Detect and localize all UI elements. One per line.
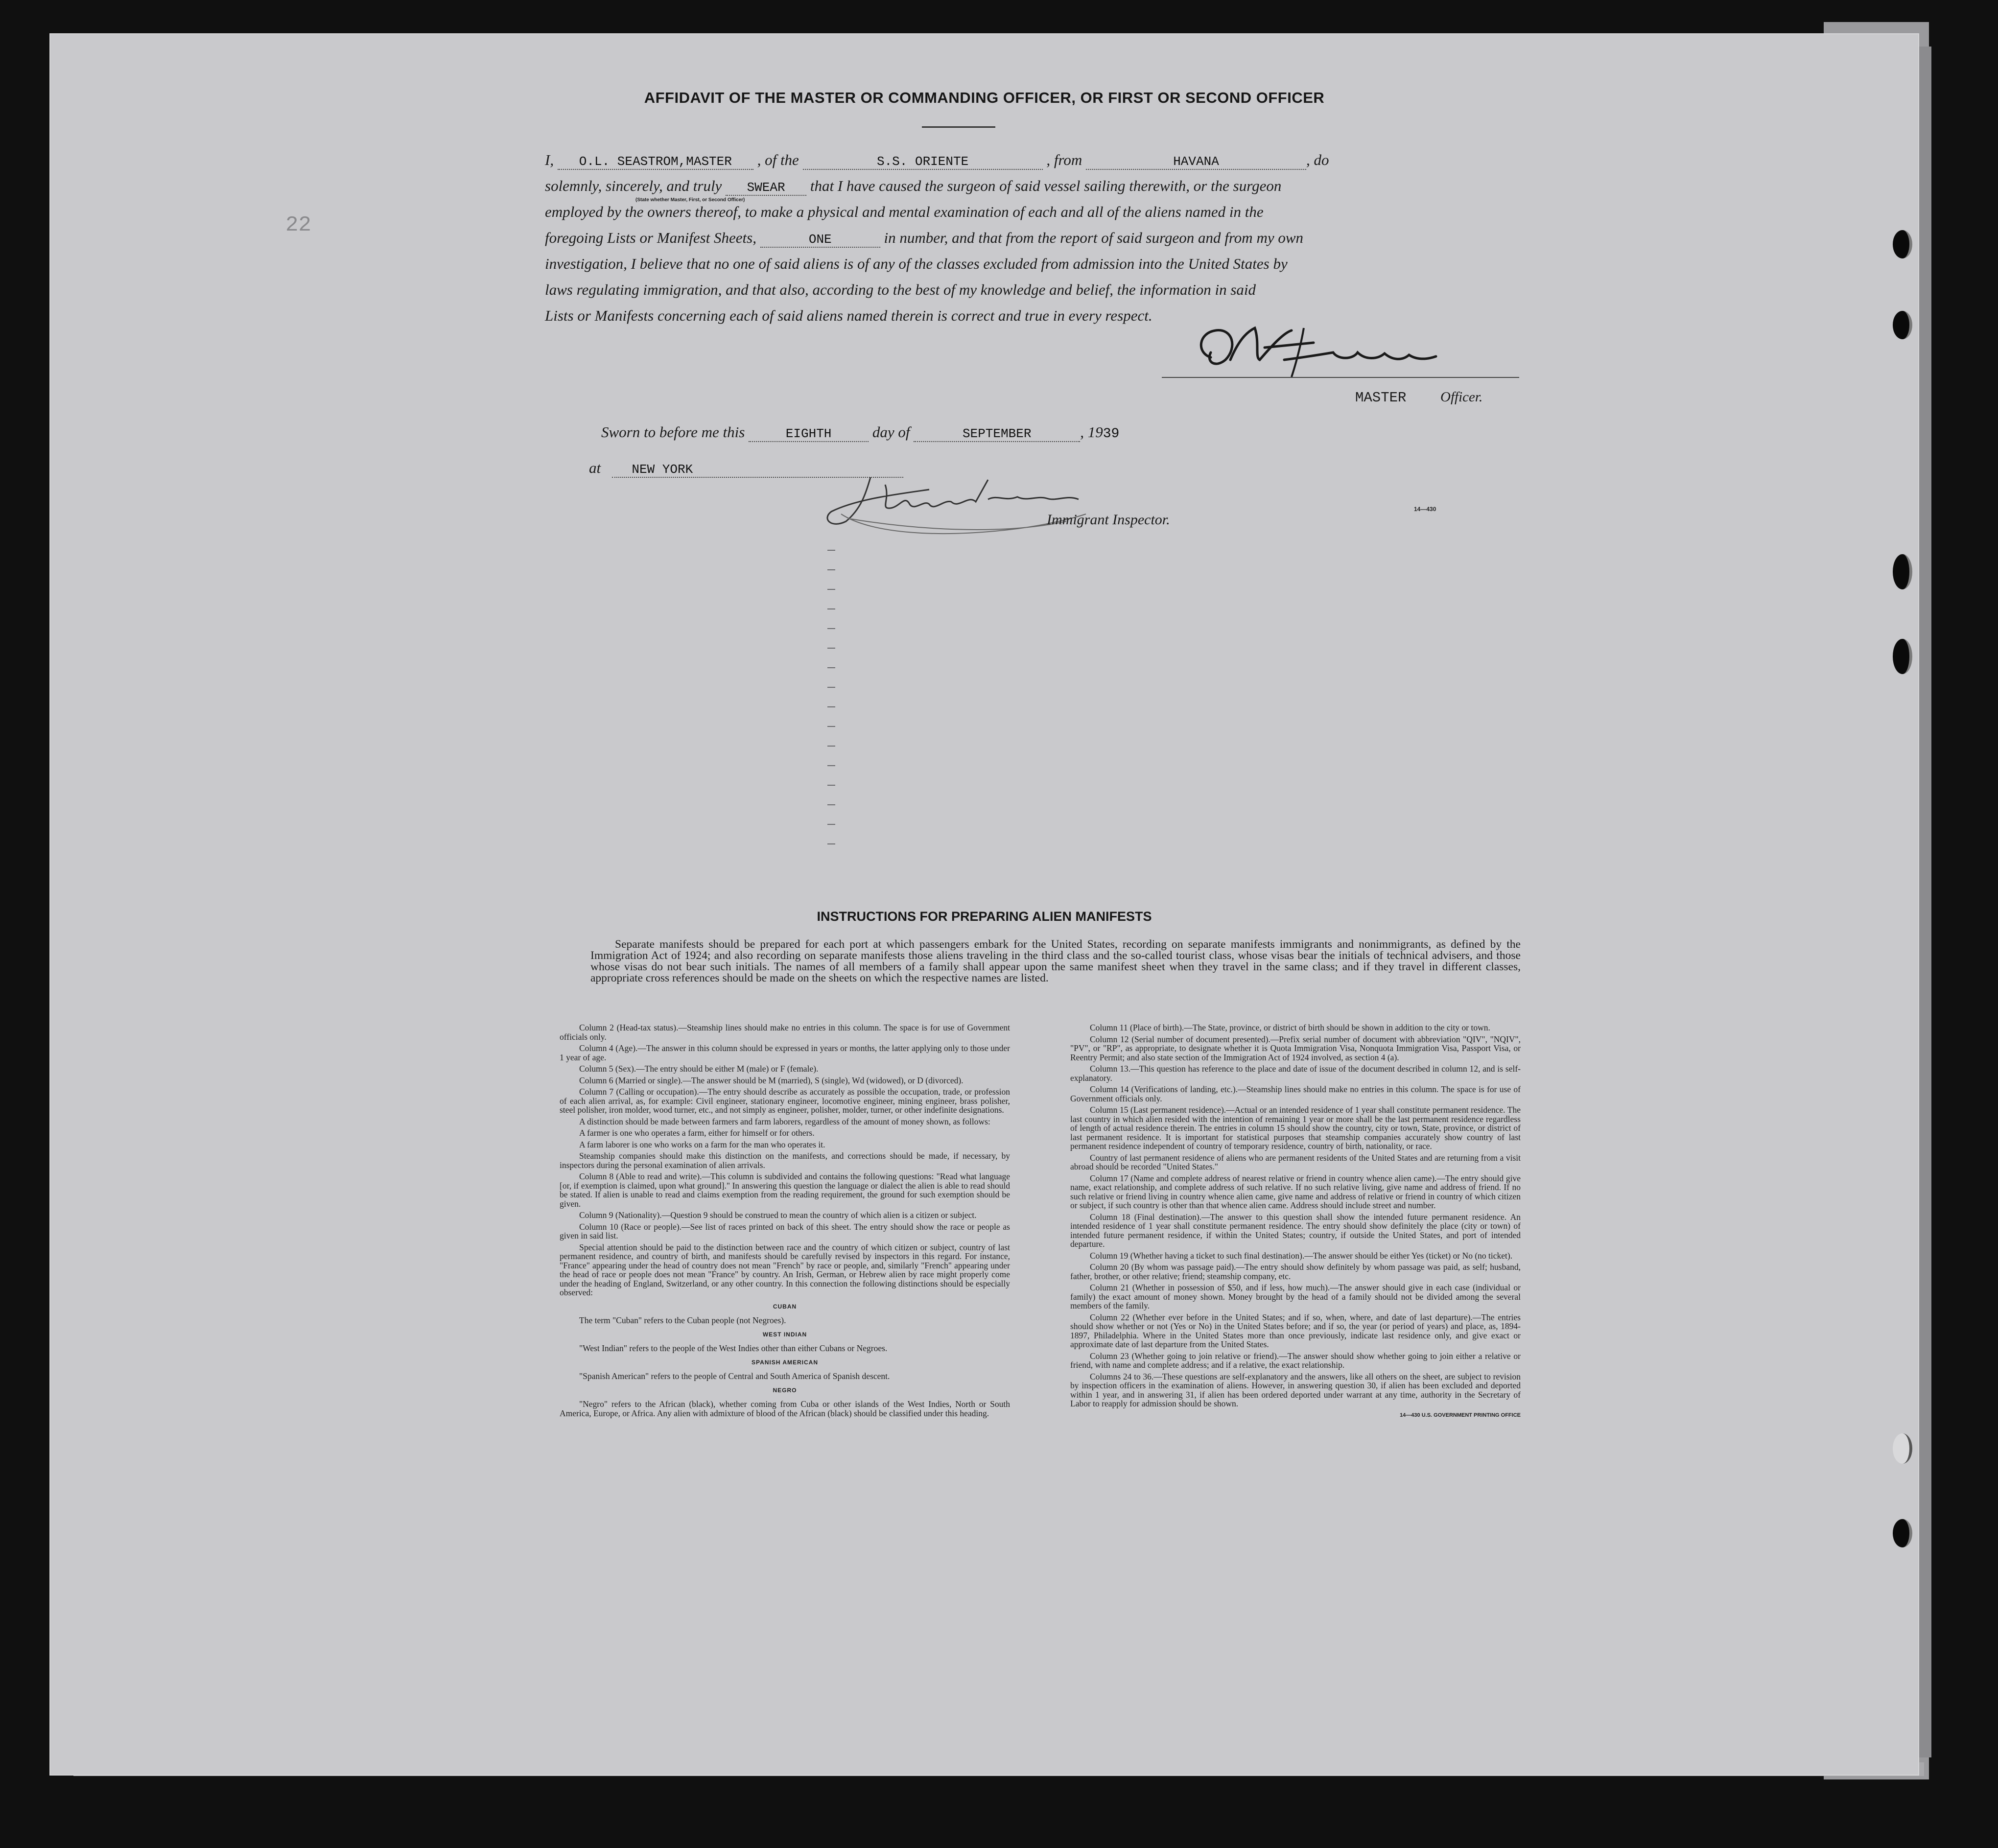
punch-hole (1893, 1519, 1912, 1547)
instruction-paragraph: Steamship companies should make this distinction on the manifests, and corrections should be made, if necessary, by inspectors during the personal examination of alien arrivals. (560, 1151, 1010, 1170)
instruction-paragraph: Column 5 (Sex).—The entry should be either M (male) or F (female). (579, 1064, 819, 1074)
instruction-paragraph: Column 17 (Name and complete address of nearest relative or friend in country whence alien came).—The entry should give name, exact relationship, and complete address of such relative. If no such relative living, give name and address of friend. If no such relative or friend living in country whence alien came, give name and address of relative or friend in country of which citizen or subject, if such country is other than that whence alien came. Address should include street and number. (1070, 1173, 1521, 1210)
sworn-month: SEPTEMBER (914, 426, 1080, 442)
vessel-name: S.S. ORIENTE (803, 154, 1043, 170)
tick-mark (827, 824, 835, 825)
tick-mark (827, 804, 835, 805)
oath-line-7: Lists or Manifests concerning each of said aliens named therein is correct and true in every respect. (545, 307, 1152, 324)
oath-line-4a: foregoing Lists or Manifest Sheets, (545, 229, 756, 246)
tick-mark (827, 785, 835, 786)
punch-hole (1893, 311, 1912, 339)
instruction-paragraph: Column 7 (Calling or occupation).—The entry should describe as accurately as possible the occupation, trade, or profession of each alien arrival, as, for example: Civil engineer, stationary engineer, locomotive engineer, mining engineer, brass polisher, steel polisher, iron molder, wood turner, etc., and not simply as engineer, polisher, molder, turner, or other indefinite designations. (560, 1087, 1010, 1115)
instruction-paragraph: Column 10 (Race or people).—See list of races printed on back of this sheet. The entry should show the race or people as given in said list. (560, 1221, 1010, 1240)
instruction-paragraph: Special attention should be paid to the distinction between race and the country of which citizen or subject, country of last permanent residence, and country of birth, and manifests should be carefully revised by inspectors in this regard. For instance, "France" appearing under the head of country does not mean "French" by race or people, and, similarly "French" appearing under the head of race or people does not mean "France" by country. An Irish, German, or Hebrew alien by race might properly come under the heading of England, Switzerland, or any other country. In this connection the following distinctions should be especially observed: (560, 1242, 1010, 1297)
instruction-paragraph: Column 19 (Whether having a ticket to such final destination).—The answer should be either Yes (ticket) or No (no ticket). (1090, 1250, 1513, 1261)
tick-mark (827, 569, 835, 570)
year-prefix: , 19 (1080, 423, 1103, 441)
sheet-count: ONE (760, 232, 880, 248)
instruction-paragraph: Country of last permanent residence of aliens who are permanent residents of the United States and are returning from a visit abroad should be recorded "United States." (1070, 1152, 1521, 1171)
signer-title (1355, 389, 1482, 406)
tick-mark (827, 706, 835, 707)
instruction-paragraph: Column 15 (Last permanent residence).—Actual or an intended residence of 1 year shall constitute permanent residence. The last country in which alien resided with the intention of remaining 1 year or more shall be the last permanent residence regardless of length of actual residence therein. The entries in column 15 should show the country, city or town, State, province, or district of last permanent residence. It is important for statistical purposes that steamship companies accurately show country of last permanent residence independent of country of temporary residence, country of birth, nationality, or race. (1070, 1105, 1521, 1151)
oath-line-4b: in number, and that from the report of said surgeon and from my own (884, 229, 1304, 246)
race-heading: CUBAN (773, 1303, 797, 1310)
instructions-title: INSTRUCTIONS FOR PREPARING ALIEN MANIFESTS (817, 909, 1152, 924)
form-number: 14—430 (1414, 506, 1436, 513)
swear-field: SWEAR (726, 180, 806, 196)
tick-mark (827, 726, 835, 727)
oath-line-3: employed by the owners thereof, to make a physical and mental examination of each and all of the aliens named in the (545, 203, 1264, 220)
instruction-paragraph: Column 4 (Age).—The answer in this column should be expressed in years or months, the latter applying only to those under 1 year of age. (560, 1043, 1010, 1062)
officer-rank-note: (State whether Master, First, or Second Officer) (635, 197, 745, 203)
instruction-paragraph: Column 21 (Whether in possession of $50, and if less, how much).—The answer should give in each case (individual or family) the exact amount of money shown. Money brought by the head of a family should not be divided among the several members of the family. (1070, 1283, 1521, 1310)
do-label: , do (1306, 151, 1329, 168)
instruction-paragraph: Column 6 (Married or single).—The answer should be M (married), S (single), Wd (widowed), or D (divorced). (579, 1075, 964, 1085)
from-label: , from (1046, 151, 1082, 168)
title-rule (922, 126, 995, 128)
instruction-paragraph: Column 2 (Head-tax status).—Steamship lines should make no entries in this column. The space is for use of Government officials only. (560, 1023, 1010, 1042)
tick-mark (827, 648, 835, 649)
departure-port: HAVANA (1086, 154, 1306, 170)
race-definition: The term "Cuban" refers to the Cuban people (not Negroes). (579, 1315, 786, 1325)
tick-mark (827, 687, 835, 688)
instruction-paragraph: A farm laborer is one who works on a farm for the man who operates it. (579, 1139, 825, 1149)
at-label: at (589, 459, 601, 476)
intro-paragraph: Separate manifests should be prepared for each port at which passengers embark for the United States, recording on separate manifests immigrants and nonimmigrants, as defined by the Immigration Act of 1924; and also recording on separate manifests those aliens traveling in the third class and the so-called tourist class, whose visas bear the initials of technical advisers, and those whose visas do not bear such initials. The names of all members of a family shall appear upon the same manifest sheet when they travel in the same class; and if they travel in different classes, appropriate cross references should be made on the sheets on which the respective names are listed. (590, 938, 1521, 984)
instruction-paragraph: Column 14 (Verifications of landing, etc.).—Steamship lines should make no entries in this column. The space is for use of Government officials only. (1070, 1084, 1521, 1103)
punch-hole (1893, 230, 1912, 258)
instruction-paragraph: Column 22 (Whether ever before in the United States; and if so, when, where, and date of last departure).—The entries should show whether or not (Yes or No) in the United States before; and if so, the year (or period of years) and place, as, 1894-1897, Philadelphia. Where in the United States more than once previously, indicate last residence only, and give exact or approximate date of last departure from the United States. (1070, 1312, 1521, 1349)
sworn-prefix: Sworn to before me this (601, 423, 745, 441)
signer-rank: MASTER (1355, 390, 1407, 406)
tick-mark (827, 765, 835, 766)
instruction-paragraph: Column 18 (Final destination).—The answer to this question shall show the intended future permanent residence. An intended residence of 1 year shall constitute permanent residence. The entry should show definitely the place (city or town) of intended future permanent residence, if within the United States; country, if outside the United States, and port of intended departure. (1070, 1212, 1521, 1249)
punch-hole (1893, 639, 1912, 674)
instruction-paragraph: Columns 24 to 36.—These questions are self-explanatory and the answers, like all others on the sheet, are subject to revision by inspection officers in the examination of aliens. However, in answering question 30, if alien has been excluded and deported within 1 year, and in answering 31, if alien has been ordered deported under warrant at any time, authority in the Secretary of Labor to reapply for admission should be shown. (1070, 1371, 1521, 1408)
master-signature (1191, 313, 1465, 382)
tick-mark (827, 628, 835, 629)
instructions-right-column (1070, 1023, 1521, 1420)
race-definition: "Spanish American" refers to the people of Central and South America of Spanish descent. (579, 1371, 890, 1381)
instruction-paragraph: Column 9 (Nationality).—Question 9 should be construed to mean the country of which alien is a citizen or subject. (579, 1210, 977, 1220)
tick-mark (827, 550, 835, 551)
punch-hole (1893, 554, 1912, 589)
sworn-year: 39 (1103, 426, 1120, 442)
tick-mark (827, 667, 835, 668)
inspector-label: Immigrant Inspector. (1047, 512, 1170, 528)
oath-line-2b: that I have caused the surgeon of said vessel sailing therewith, or the surgeon (810, 177, 1282, 194)
officer-name: O.L. SEASTROM,MASTER (558, 154, 753, 170)
sworn-line (601, 423, 1119, 442)
instruction-paragraph: Column 13.—This question has reference to the place and date of issue of the document described in column 12, and is self-explanatory. (1070, 1064, 1521, 1083)
sworn-place: NEW YORK (612, 462, 903, 478)
sworn-day: EIGHTH (749, 426, 869, 442)
instruction-paragraph: Column 12 (Serial number of document presented).—Prefix serial number of document with abbreviation "QIV", "NQIV", "PV", or "RP", as appropriate, to designate whether it is Quota Immigration Visa, Nonquota Immigration Visa, Passport Visa, or Reentry Permit; and also state section of the Immigration Act of 1924 involved, as section 4 (a). (1070, 1034, 1521, 1062)
manifest-page (50, 34, 1918, 1775)
instruction-paragraph: A farmer is one who operates a farm, either for himself or for others. (579, 1128, 815, 1138)
instruction-paragraph: Column 20 (By whom was passage paid).—The entry should show definitely by whom passage was paid, as self; husband, father, brother, or other relative; friend; steamship company, etc. (1070, 1262, 1521, 1281)
oath-line-2a: solemnly, sincerely, and truly (545, 177, 722, 194)
race-heading: NEGRO (773, 1386, 797, 1394)
signature-line (1162, 377, 1519, 378)
punch-hole (1893, 1433, 1912, 1464)
of-the-label: , of the (757, 151, 799, 168)
instructions-intro (590, 939, 1521, 984)
instruction-paragraph: A distinction should be made between farmers and farm laborers, regardless of the amount of money shown, as follows: (579, 1116, 990, 1126)
tick-mark (827, 589, 835, 590)
tick-mark (827, 608, 835, 609)
i-label: I, (545, 151, 554, 168)
printing-office-imprint: 14—430 U.S. GOVERNMENT PRINTING OFFICE (1400, 1412, 1521, 1418)
instruction-paragraph: Column 11 (Place of birth).—The State, province, or district of birth should be shown in addition to the city or town. (1090, 1023, 1490, 1032)
instruction-paragraph: Column 8 (Able to read and write).—This column is subdivided and contains the following questions: "Read what language [or, if exemption is claimed, upon what ground]." In answering this question the language or dialect the alien is able to read should be stated. If alien is unable to read and claims exemption from the reading requirement, the ground for such exemption should be given. (560, 1171, 1010, 1209)
corner-mark: 22 (285, 213, 311, 237)
day-of-label: day of (872, 423, 910, 441)
affidavit-title: AFFIDAVIT OF THE MASTER OR COMMANDING OFFICER, OR FIRST OR SECOND OFFICER (644, 89, 1325, 106)
oath-line-5: investigation, I believe that no one of said aliens is of any of the classes excluded from admission into the United States by (545, 255, 1288, 272)
race-definition: "West Indian" refers to the people of the West Indies other than either Cubans or Negroes. (579, 1343, 888, 1353)
affidavit-body (545, 147, 1504, 328)
officer-suffix: Officer. (1440, 389, 1483, 405)
oath-line-6: laws regulating immigration, and that also, according to the best of my knowledge and belief, the information in said (545, 281, 1256, 298)
tick-mark (827, 746, 835, 747)
instruction-paragraph: Column 23 (Whether going to join relative or friend).—The answer should show whether going to join either a relative or friend, with name and complete address; and if a relative, the exact relationship. (1070, 1351, 1521, 1370)
instructions-left-column (560, 1023, 1010, 1420)
race-definition: "Negro" refers to the African (black), whether coming from Cuba or other islands of the West Indies, North or South America, Europe, or Africa. Any alien with admixture of blood of the African (black) should be classified under this heading. (560, 1399, 1010, 1418)
tick-mark (827, 843, 835, 844)
race-heading: WEST INDIAN (762, 1331, 807, 1338)
race-heading: SPANISH AMERICAN (751, 1358, 818, 1366)
